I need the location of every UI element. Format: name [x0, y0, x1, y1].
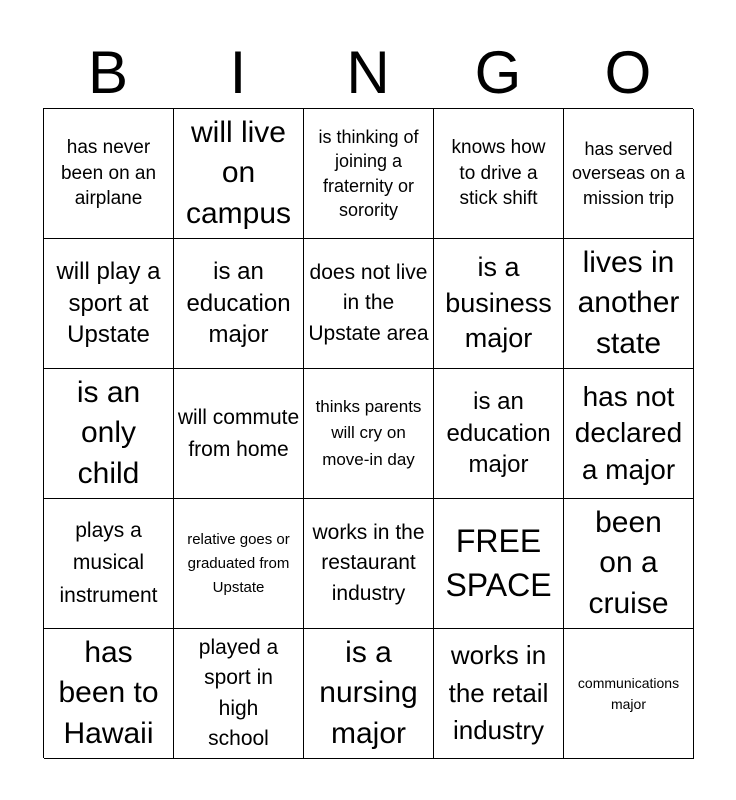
bingo-cell-r5c3[interactable]: [304, 629, 434, 759]
bingo-cell-r1c4[interactable]: [434, 109, 564, 239]
bingo-cell-text: does not live in the Upstate area: [308, 260, 429, 345]
bingo-cell-text: is thinking of joining a fraternity or sorority: [318, 126, 419, 220]
bingo-cell-r2c2[interactable]: [174, 239, 304, 369]
bingo-cell-text: will play a sport at Upstate: [56, 257, 161, 349]
bingo-cell-r2c5[interactable]: [564, 239, 694, 369]
header-letter-i: I: [229, 39, 247, 106]
bingo-cell-r1c2[interactable]: [174, 109, 304, 239]
bingo-cell-text: is a business major: [445, 251, 552, 354]
bingo-cell-text: communications major: [577, 674, 680, 712]
bingo-cell-r1c5[interactable]: [564, 109, 694, 239]
bingo-cell-r5c4[interactable]: [434, 629, 564, 759]
bingo-cell-text: will commute from home: [177, 406, 300, 461]
header-letter-g: G: [474, 39, 522, 106]
bingo-cell-text: is a nursing major: [319, 635, 418, 750]
header-letter-n: N: [346, 39, 390, 106]
header-letter-b: B: [87, 39, 129, 106]
bingo-cell-text: has served overseas on a mission trip: [571, 139, 686, 208]
bingo-cell-text: relative goes or graduated from Upstate: [187, 530, 290, 596]
bingo-card-grid: [43, 108, 693, 758]
bingo-cell-text: is an education major: [186, 257, 291, 349]
bingo-cell-text: been on a cruise: [588, 505, 669, 620]
bingo-cell-r3c5[interactable]: [564, 369, 694, 499]
bingo-cell-r3c1[interactable]: [44, 369, 174, 499]
bingo-cell-r4c1[interactable]: [44, 499, 174, 629]
bingo-cell-r4c3[interactable]: [304, 499, 434, 629]
bingo-cell-r1c1[interactable]: [44, 109, 174, 239]
bingo-cell-r5c1[interactable]: [44, 629, 174, 759]
bingo-cell-r3c3[interactable]: [304, 369, 434, 499]
bingo-cell-text: is an only child: [76, 375, 141, 490]
bingo-cell-r3c4[interactable]: [434, 369, 564, 499]
bingo-cell-text: has not declared a major: [574, 380, 683, 485]
bingo-cell-r4c5[interactable]: [564, 499, 694, 629]
header-letter-o: O: [604, 39, 652, 106]
bingo-header: [43, 38, 693, 108]
bingo-cell-r4c2[interactable]: [174, 499, 304, 629]
bingo-cell-text: plays a musical instrument: [59, 518, 158, 607]
bingo-cell-text: has never been on an airplane: [60, 137, 157, 210]
bingo-cell-r3c2[interactable]: [174, 369, 304, 499]
bingo-cell-r2c4[interactable]: [434, 239, 564, 369]
bingo-cell-r4c4[interactable]: [434, 499, 564, 629]
bingo-cell-text: works in the restaurant industry: [312, 520, 425, 605]
bingo-cell-r2c3[interactable]: [304, 239, 434, 369]
bingo-cell-text: has been to Hawaii: [58, 635, 159, 750]
bingo-cell-r2c1[interactable]: [44, 239, 174, 369]
bingo-cell-text: played a sport in high school: [198, 635, 279, 750]
bingo-cell-text: will live on campus: [185, 115, 292, 230]
bingo-cell-text: thinks parents will cry on move-in day: [315, 396, 422, 469]
bingo-cell-r5c5[interactable]: [564, 629, 694, 759]
bingo-cell-text: lives in another state: [577, 245, 680, 360]
bingo-cell-text: knows how to drive a stick shift: [451, 137, 546, 210]
bingo-cell-text: FREE SPACE: [445, 523, 552, 603]
bingo-cell-r1c3[interactable]: [304, 109, 434, 239]
bingo-cell-text: works in the retail industry: [448, 639, 549, 746]
bingo-cell-text: is an education major: [446, 387, 551, 479]
bingo-cell-r5c2[interactable]: [174, 629, 304, 759]
